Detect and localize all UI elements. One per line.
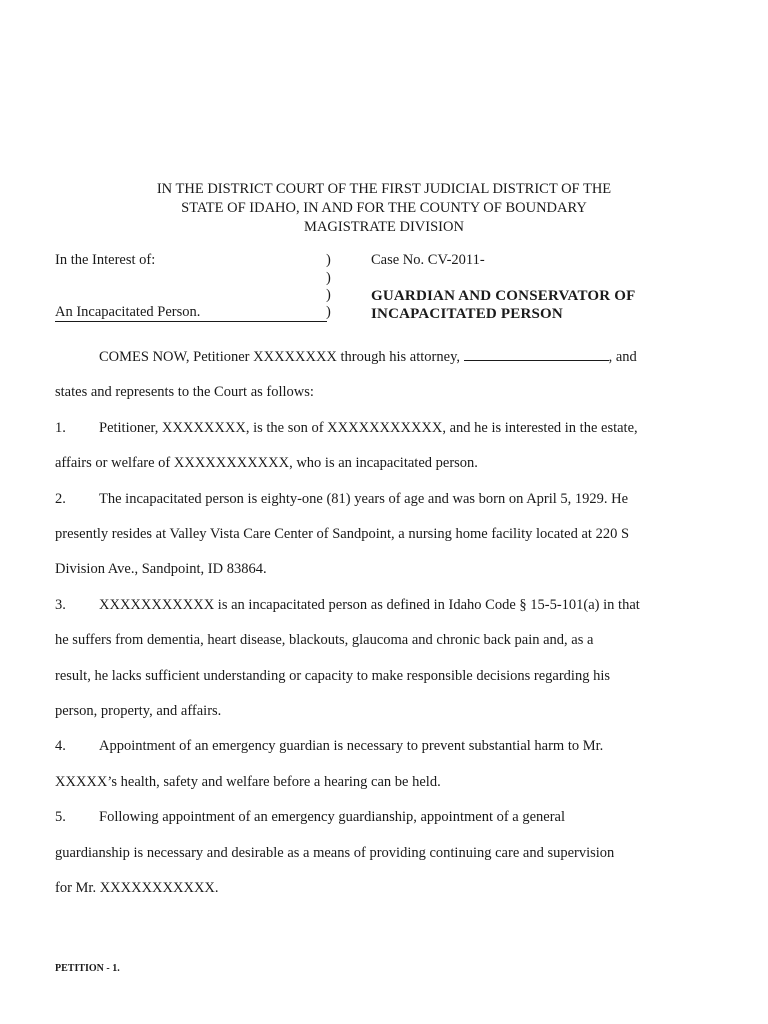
caption-interest-of: In the Interest of:	[55, 252, 156, 268]
paragraph-text: XXXXXXXXXXX is an incapacitated person as defined in Idaho Code § 15-5-101(a) in that	[99, 596, 640, 613]
document-title-line-2: INCAPACITATED PERSON	[371, 306, 563, 322]
paragraph-text: result, he lacks sufficient understanding or capacity to make responsible decisions regarding his	[55, 667, 611, 684]
paragraph-text: Division Ave., Sandpoint, ID 83864.	[55, 561, 267, 578]
paragraph-text: presently resides at Valley Vista Care Center of Sandpoint, a nursing home facility located at 220 S	[55, 526, 630, 543]
paragraph-number: 5.	[55, 809, 66, 826]
paragraph-1	[55, 411, 715, 446]
paragraph-5	[55, 800, 715, 835]
paragraph-text: The incapacitated person is eighty-one (81) years of age and was born on April 5, 1929. He	[99, 490, 629, 507]
paragraph-text: for Mr. XXXXXXXXXXX.	[55, 880, 219, 897]
caption-paren: )	[326, 304, 331, 320]
intro-text: COMES NOW, Petitioner XXXXXXXX through his attorney,	[99, 349, 464, 365]
paragraph-text: affairs or welfare of XXXXXXXXXXX, who is an incapacitated person.	[55, 455, 478, 472]
paragraph-3	[55, 588, 715, 623]
intro-text-end: , and	[608, 349, 637, 365]
petition-body	[55, 340, 715, 907]
document-title	[371, 287, 636, 323]
caption-incapacitated-person: An Incapacitated Person.	[55, 304, 327, 322]
paragraph-4	[55, 729, 715, 764]
page-footer: PETITION - 1.	[55, 963, 120, 974]
caption-paren: )	[326, 270, 331, 286]
paragraph-text: Following appointment of an emergency guardianship, appointment of a general	[99, 809, 566, 826]
paragraph-number: 3.	[55, 596, 66, 613]
case-number: Case No. CV-2011-	[371, 252, 485, 268]
paragraph-text: XXXXX’s health, safety and welfare before a hearing can be held.	[55, 773, 441, 790]
paragraph-text: Appointment of an emergency guardian is necessary to prevent substantial harm to Mr.	[99, 738, 604, 755]
paragraph-2	[55, 482, 715, 517]
paragraph-number: 4.	[55, 738, 66, 755]
attorney-blank	[464, 347, 609, 361]
caption-paren: )	[326, 287, 331, 303]
paragraph-text: he suffers from dementia, heart disease, blackouts, glaucoma and chronic back pain and, as a	[55, 632, 594, 649]
document-title-line-1: GUARDIAN AND CONSERVATOR OF	[371, 288, 636, 304]
paragraph-text: Petitioner, XXXXXXXX, is the son of XXXXXXXXXXX, and he is interested in the estate,	[99, 419, 638, 436]
paragraph-number: 1.	[55, 419, 66, 436]
court-header-line-2: STATE OF IDAHO, IN AND FOR THE COUNTY OF BOUNDARY	[181, 200, 587, 216]
paragraph-text: guardianship is necessary and desirable as a means of providing continuing care and supervision	[55, 844, 615, 861]
intro-paragraph	[55, 340, 715, 375]
court-header-line-3: MAGISTRATE DIVISION	[304, 219, 464, 235]
court-header-line-1: IN THE DISTRICT COURT OF THE FIRST JUDICIAL DISTRICT OF THE	[156, 181, 612, 197]
court-header	[0, 180, 768, 237]
caption-paren: )	[326, 252, 331, 268]
intro-line-2: states and represents to the Court as follows:	[55, 384, 314, 401]
paragraph-number: 2.	[55, 490, 66, 507]
paragraph-text: person, property, and affairs.	[55, 703, 222, 720]
